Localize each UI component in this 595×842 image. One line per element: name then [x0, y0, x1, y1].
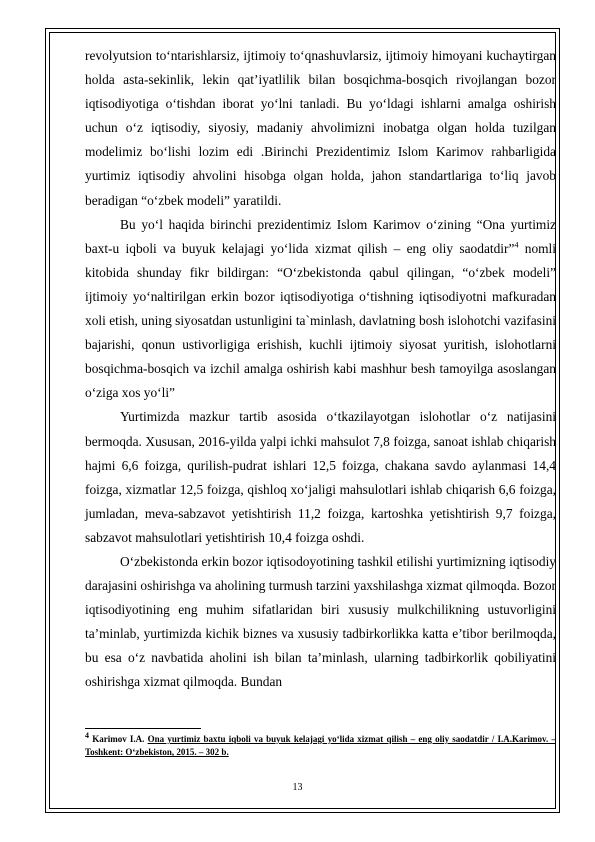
footnote-reference[interactable]: 4: [514, 240, 519, 250]
paragraph-2-text-before: Bu yo‘l haqida birinchi prezidentimiz Islom Karimov o‘zining “Ona yurtimiz baxt-u iqboli va buyuk kelajagi yo‘lida xizmat qilish – eng oliy saodatdir”: [85, 216, 556, 256]
footnote-separator: [85, 728, 201, 729]
paragraph-3: Yurtimizda mazkur tartib asosida o‘tkazilayotgan islohotlar o‘z natijasini bermoqda. Xususan, 2016-yilda yalpi ichki mahsulot 7,8 foizga, sanoat ishlab chiqarish hajmi 6,6 foizga, qurilish-pudrat ishlari 12,5 foizga, chakana savdo aylanmasi 14,4 foizga, xizmatlar 12,5 foizga, qishloq xo‘jaligi mahsulotlari ishlab chiqarish 6,6 foizga, jumladan, meva-sabzavot yetishtirish 11,2 foizga, kartoshka yetishtirish 9,7 foizga, sabzavot mahsulotlari yetishtirish 10,4 foizga oshdi.: [85, 409, 556, 545]
paragraph-1: revolyutsion to‘ntarishlarsiz, ijtimoiy to‘qnashuvlarsiz, ijtimoiy himoyani kuchaytirgan holda asta-sekinlik, lekin qat’iyatlilik bilan bosqichma-bosqich rivojlangan bozor iqtisodiyotiga o‘tishdan iborat yo‘lni tanladi. Bu yo‘ldagi ishlarni amalga oshirish uchun o‘z iqtisodiy, siyosiy, madaniy ahvolimizni inobatga olgan holda tuzilgan modelimiz bo‘lishi lozim edi .Birinchi Prezidentimiz Islom Karimov rahbarligida yurtimiz iqtisodiy ahvolini hisobga olgan holda, jahon standartlariga to‘liq javob beradigan “o‘zbek modeli” yaratildi.: [85, 48, 556, 208]
footnote-citation-link[interactable]: Ona yurtimiz baxtu iqboli va buyuk kelajagi yo‘lida xizmat qilish – eng oliy saodatdir / I.A.Karimov. – Toshkent: O‘zbekiston, 2015. – 302 b.: [85, 734, 556, 757]
footnote-author: Karimov I.A.: [89, 734, 148, 744]
footnote-number: 4: [85, 731, 89, 740]
paragraph-4: O‘zbekistonda erkin bozor iqtisodoyotining tashkil etilishi yurtimizning iqtisodiy darajasini oshirishga va aholining turmush tarzini yaxshilashga xizmat qilmoqda. Bozor iqtisodiyotining eng muhim sifatlaridan biri xususiy mulkchilikning ustuvorligini ta’minlab, yurtimizda kichik biznes va xususiy tadbirkorlikka katta e’tibor berilmoqda, bu esa o‘z navbatida aholini ish bilan ta’minlash, ularning tadbirkorlik qobiliyatini oshirishga xizmat qilmoqda. Bundan: [85, 553, 556, 690]
paragraph-2: [85, 213, 556, 406]
body-text: [85, 44, 556, 695]
footnote: [85, 733, 556, 759]
page-number: 13: [292, 782, 303, 793]
paragraph-2-text-after: nomli kitobida shunday fikr bildirgan: “O‘zbekistonda qabul qilingan, “o‘zbek modeli” ijtimoiy yo‘naltirilgan erkin bozor iqtisodiyotiga o‘tishning iqtisodiyotni mafkuradan xoli etish, uning siyosatdan ustunligini ta`minlash, davlatning bosh islohotchi vazifasini bajarishi, qonun ustivorligiga erishish, kuchli ijtimoiy siyosat yuritish, islohotlarni bosqichma-bosqich va izchil amalga oshirish kabi mashhur besh tamoyilga asoslangan o‘ziga xos yo‘li”: [85, 240, 556, 401]
